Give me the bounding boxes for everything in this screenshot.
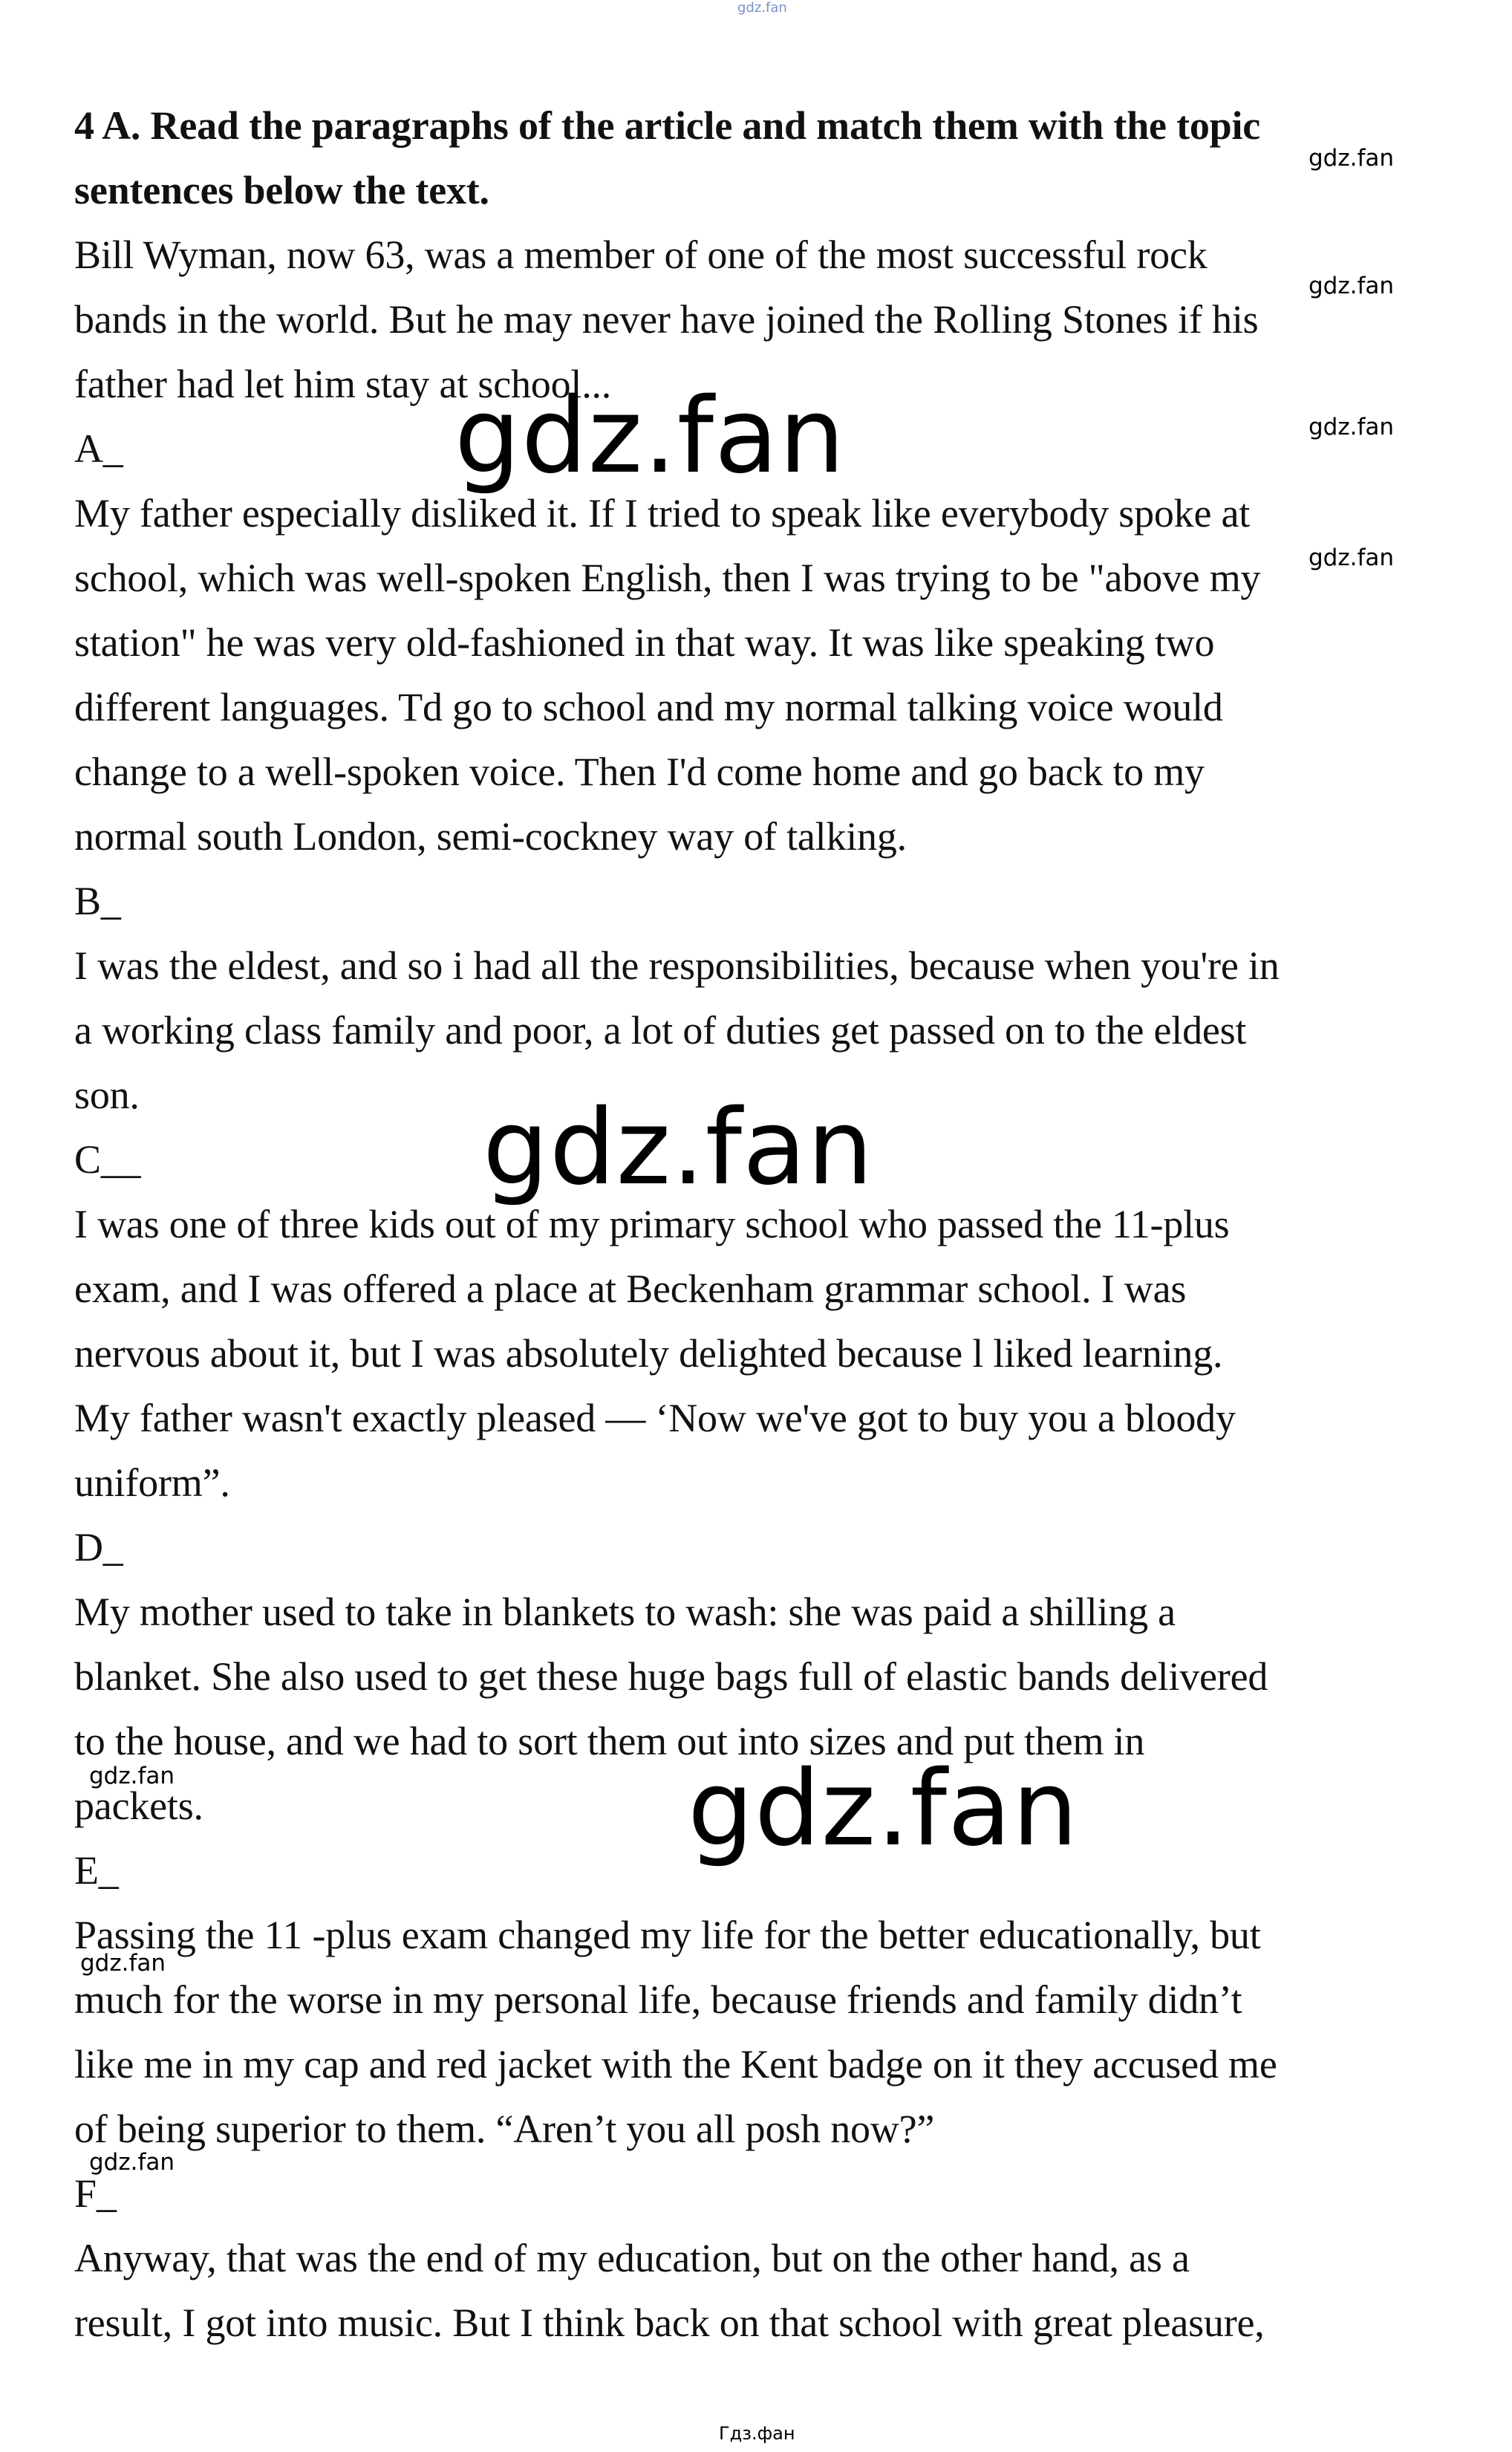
section-b-line-1: I was the eldest, and so i had all the responsibilities, because when you're in bbox=[74, 943, 1280, 988]
section-a-line-1: My father especially disliked it. If I tried to speak like everybody spoke at bbox=[74, 491, 1251, 536]
section-a-line-4: different languages. Td go to school and my normal talking voice would bbox=[74, 685, 1223, 729]
section-c-line-5: uniform”. bbox=[74, 1460, 230, 1505]
section-label-a: A_ bbox=[74, 426, 123, 471]
task-heading-line-1: 4 A. Read the paragraphs of the article and match them with the topic bbox=[74, 103, 1261, 148]
section-e-line-2: much for the worse in my personal life, because friends and family didn’t bbox=[74, 1977, 1242, 2022]
section-d-line-2: blanket. She also used to get these huge bags full of elastic bands delivered bbox=[74, 1654, 1268, 1699]
section-c-line-2: exam, and I was offered a place at Beckenham grammar school. I was bbox=[74, 1266, 1187, 1311]
watermark-small-3: gdz.fan bbox=[1309, 414, 1395, 440]
section-e-line-3: like me in my cap and red jacket with the Kent badge on it they accused me bbox=[74, 2042, 1277, 2087]
section-c-line-3: nervous about it, but I was absolutely delighted because l liked learning. bbox=[74, 1331, 1223, 1376]
watermark-small-6: gdz.fan bbox=[80, 1950, 166, 1977]
section-d-line-3: to the house, and we had to sort them out into sizes and put them in bbox=[74, 1719, 1145, 1763]
watermark-small-4: gdz.fan bbox=[1309, 544, 1395, 571]
task-heading-line-2: sentences below the text. bbox=[74, 168, 489, 212]
section-d-line-1: My mother used to take in blankets to wash: she was paid a shilling a bbox=[74, 1590, 1176, 1634]
section-label-e: E_ bbox=[74, 1848, 119, 1893]
watermark-big-3: gdz.fan bbox=[688, 1749, 1079, 1870]
intro-line-1: Bill Wyman, now 63, was a member of one of the most successful rock bbox=[74, 232, 1208, 277]
section-a-line-3: station" he was very old-fashioned in that way. It was like speaking two bbox=[74, 620, 1215, 665]
watermark-bottom: Гдз.фан bbox=[719, 2423, 795, 2444]
section-a-line-5: change to a well-spoken voice. Then I'd come home and go back to my bbox=[74, 749, 1205, 794]
section-b-line-3: son. bbox=[74, 1073, 140, 1117]
section-a-line-2: school, which was well-spoken English, then I was trying to be "above my bbox=[74, 556, 1261, 600]
section-c-line-4: My father wasn't exactly pleased — ‘Now we've got to buy you a bloody bbox=[74, 1396, 1236, 1440]
intro-line-2: bands in the world. But he may never have joined the Rolling Stones if his bbox=[74, 297, 1259, 342]
section-e-line-1: Passing the 11 -plus exam changed my life for the better educationally, but bbox=[74, 1913, 1261, 1957]
watermark-small-5: gdz.fan bbox=[89, 1763, 175, 1789]
section-e-line-4: of being superior to them. “Aren’t you all posh now?” bbox=[74, 2107, 935, 2151]
watermark-small-7: gdz.fan bbox=[89, 2149, 175, 2176]
section-d-line-4: packets. bbox=[74, 1783, 203, 1828]
section-f-line-1: Anyway, that was the end of my education, but on the other hand, as a bbox=[74, 2236, 1190, 2280]
section-a-line-6: normal south London, semi-cockney way of talking. bbox=[74, 814, 907, 859]
section-f-line-2: result, I got into music. But I think back on that school with great pleasure, bbox=[74, 2300, 1265, 2345]
section-label-f: F_ bbox=[74, 2171, 117, 2216]
section-label-d: D_ bbox=[74, 1525, 123, 1570]
intro-line-3: father had let him stay at school... bbox=[74, 362, 612, 406]
section-c-line-1: I was one of three kids out of my primary school who passed the 11-plus bbox=[74, 1202, 1230, 1246]
section-label-b: B_ bbox=[74, 879, 121, 923]
watermark-big-2: gdz.fan bbox=[483, 1087, 874, 1209]
watermark-small-1: gdz.fan bbox=[1309, 145, 1395, 172]
watermark-small-2: gdz.fan bbox=[1309, 273, 1395, 299]
watermark-top: gdz.fan bbox=[737, 0, 787, 16]
section-b-line-2: a working class family and poor, a lot of duties get passed on to the eldest bbox=[74, 1008, 1247, 1053]
section-label-c: C__ bbox=[74, 1137, 141, 1182]
watermark-big-1: gdz.fan bbox=[454, 376, 846, 497]
